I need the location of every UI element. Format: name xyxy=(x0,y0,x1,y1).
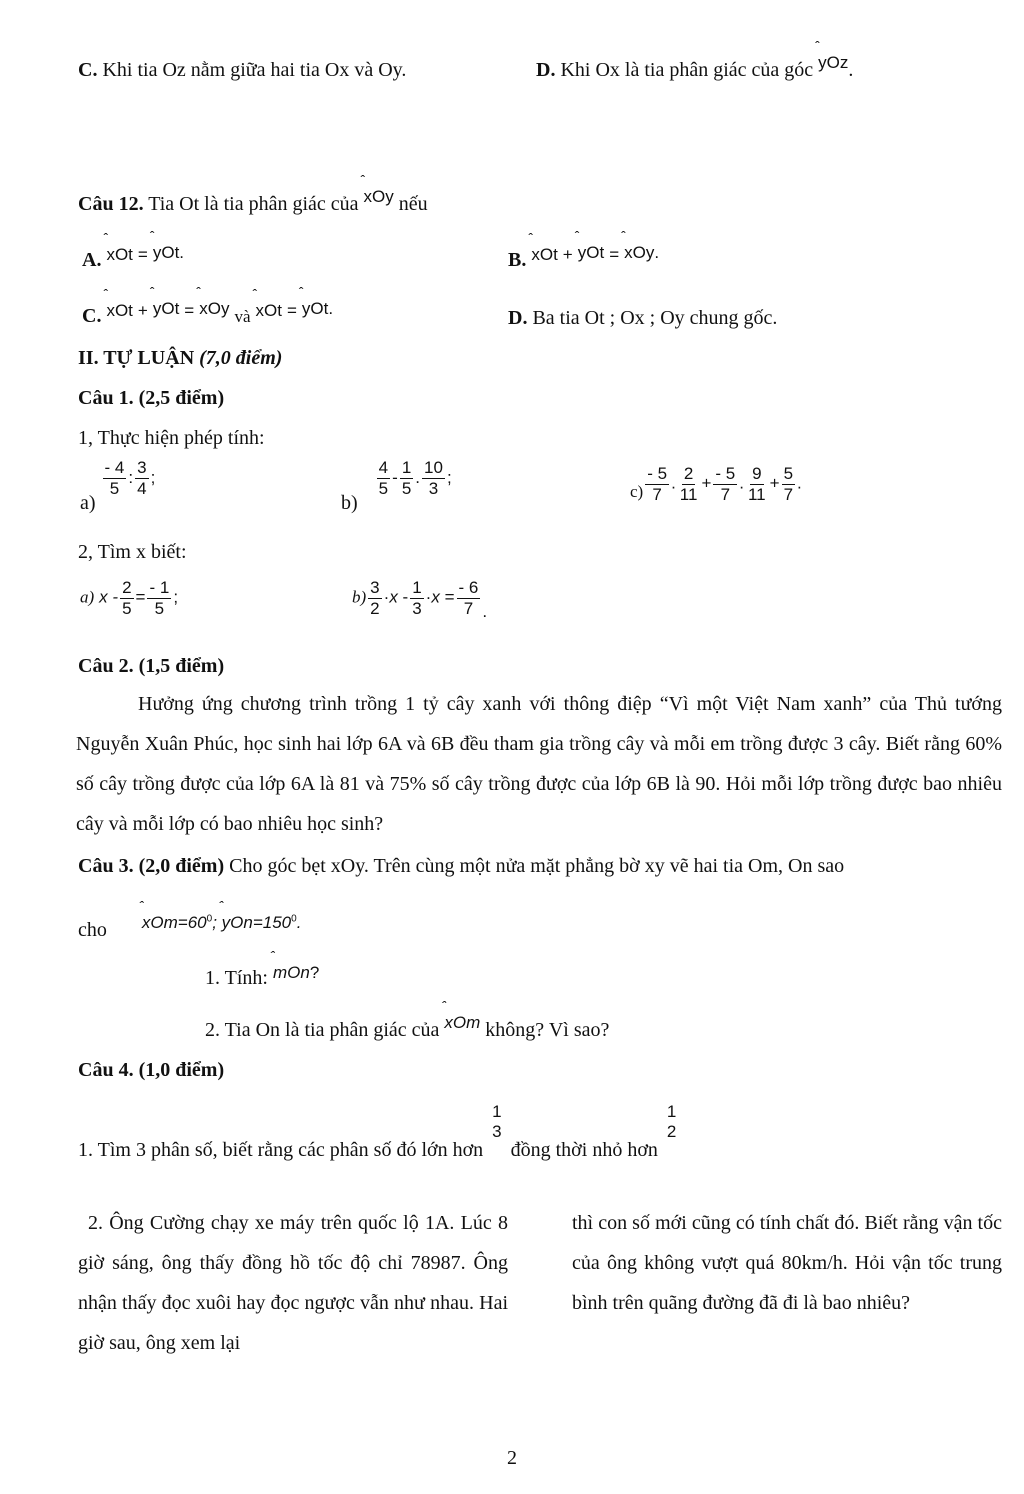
option-label: D. xyxy=(536,59,556,81)
angle-xoy: ˆ xOy xyxy=(360,172,394,206)
cau1-sub2: 2, Tìm x biết: xyxy=(78,541,187,563)
cau3-q1: 1. Tính: $^{ˆ mOn?}$ xyxy=(205,948,320,989)
option-text: Ba tia Ot ; Ox ; Oy chung gốc. xyxy=(532,307,778,329)
cau4-q1: 1. Tìm 3 phân số, biết rằng các phân số đó lớn hơn 1 3 đồng thời nhỏ hơn 1 2 xyxy=(78,1102,677,1162)
cau2-title: Câu 2. (1,5 điểm) xyxy=(78,655,225,677)
expr-1a: a) $\frac{- 4}{5}$ : $\frac{3}{4}$ ; xyxy=(80,458,156,514)
q12-option-d xyxy=(508,306,777,330)
option-text: Khi tia Oz nằm giữa hai tia Ox và Oy. xyxy=(102,59,407,81)
option-text: Khi Ox là tia phân giác của góc xyxy=(560,59,814,81)
cau3-stem: Câu 3. (2,0 điểm) Cho góc bẹt xOy. Trên cùng một nửa mặt phẳng bờ xy vẽ hai tia Om, On sao xyxy=(78,855,845,877)
cau1-title: Câu 1. (2,5 điểm) xyxy=(78,387,225,409)
q12-option-c: C. ˆ xOt + ˆ yOt = ˆ xOy và ˆ xOt = ˆ yOt. xyxy=(82,284,334,327)
q12-stem: Câu 12. Tia Ot là tia phân giác của ˆ xOy nếu xyxy=(78,172,428,215)
option-label: D. xyxy=(508,307,528,329)
cau4-q2-right: thì con số mới cũng có tính chất đó. Biết rằng vận tốc của ông không vượt quá 80km/h. Hỏi vận tốc trung bình trên quãng đường đã đi là bao nhiêu? xyxy=(572,1212,1002,1314)
cau4-title: Câu 4. (1,0 điểm) xyxy=(78,1059,225,1081)
q12-option-b: B. ˆ xOt + ˆ yOt = ˆ xOy. xyxy=(508,228,660,271)
question-text: Tia Ot là tia phân giác của xyxy=(148,193,359,215)
expr-1b: b) $\frac{4}{5}$ - $\frac{1}{5}$ . $\frac{10}{3}$ ; xyxy=(341,458,452,514)
cau1-sub1: 1, Thực hiện phép tính: xyxy=(78,427,265,449)
expr-1c: $_{c)}$ $\frac{- 5}{7}$ . $\frac{2}{11}$ + $\frac{- 5}{7}$ . $\frac{9}{11}$ + $\frac{5}{7}$ . xyxy=(630,464,802,504)
option-label: B. xyxy=(508,249,527,271)
section-heading: II. TỰ LUẬN (7,0 điểm) xyxy=(78,347,283,369)
cau3-given: cho $^{ˆ xOm=60^0; ˆ yOn=150^0.}$ xyxy=(78,898,302,941)
option-label: A. xyxy=(82,249,102,271)
angle-yoz: ˆ yOz xyxy=(815,38,849,72)
cau3-q2: 2. Tia On là tia phân giác của $^{ˆ xOm}$ không? Vì sao? xyxy=(205,998,610,1041)
expr-2a: a) x - $\frac{2}{5}$ = $\frac{- 1}{5}$ ; xyxy=(80,578,179,618)
cau4-q2-left: 2. Ông Cường chạy xe máy trên quốc lộ 1A. Lúc 8 giờ sáng, ông thấy đồng hồ tốc độ chỉ 78987. Ông nhận thấy đọc xuôi hay đọc ngược vẫn như nhau. Hai giờ sau, ông xem lại xyxy=(78,1212,508,1354)
q11-option-c xyxy=(78,58,406,82)
cau2-body: Hưởng ứng chương trình trồng 1 tỷ cây xanh với thông điệp “Vì một Việt Nam xanh” của Thủ tướng Nguyễn Xuân Phúc, học sinh hai lớp 6A và 6B đều tham gia trồng cây và mỗi em trồng được 3 cây. Biết rằng 60% số cây trồng được của lớp 6A là 81 và 75% số cây trồng được của lớp 6B là 90. Hỏi mỗi lớp trồng được bao nhiêu cây và mỗi lớp có bao nhiêu học sinh? xyxy=(76,693,1002,835)
q12-option-a: A. ˆ xOt = ˆ yOt. xyxy=(82,228,185,271)
option-label: C. xyxy=(82,305,102,327)
question-title: Câu 12. xyxy=(78,193,144,215)
q11-option-d: D. Khi Ox là tia phân giác của góc ˆ yOz. xyxy=(536,38,854,81)
expr-2b: b) $\frac{3}{2}$ ·x - $\frac{1}{3}$ ·x = $\frac{- 6}{7}$ $_.$ xyxy=(352,578,488,621)
page-number: 2 xyxy=(507,1447,517,1469)
option-label: C. xyxy=(78,59,98,81)
